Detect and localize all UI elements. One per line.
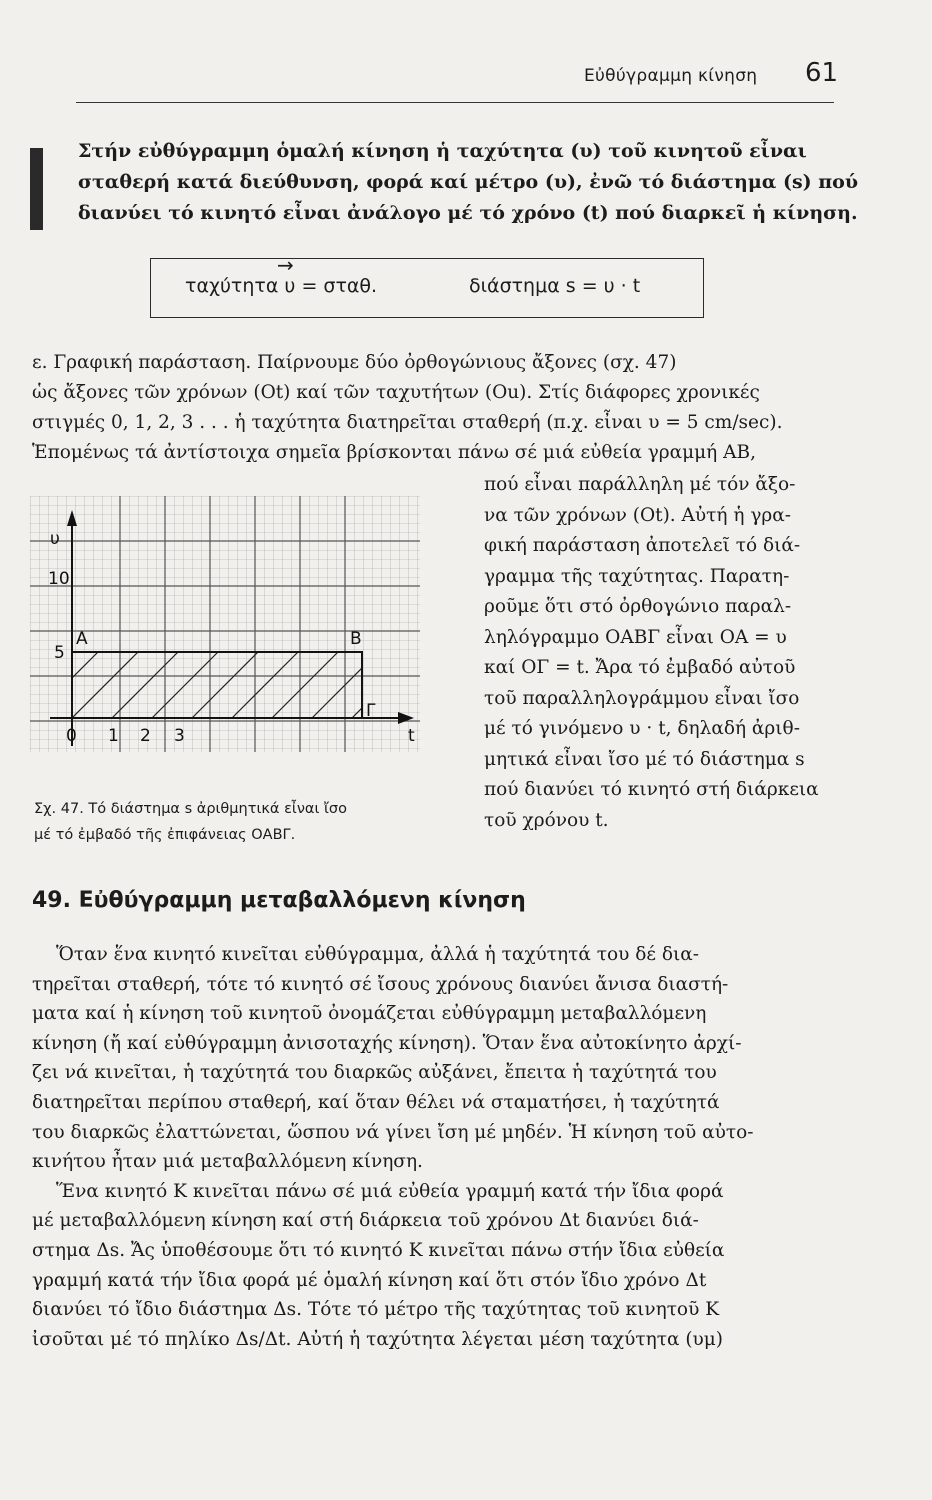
vector-arrow-icon: → [277, 253, 294, 277]
x-axis-label: t [408, 726, 415, 746]
text-line: ὡς ἄξονες τῶν χρόνων (Ot) καί τῶν ταχυτήτων (Ou). Στίς διάφορες χρονικές [32, 382, 760, 403]
graph-explanation-column [484, 470, 844, 836]
body-line: μέ μεταβαλλόμενη κίνηση καί στή διάρκεια τοῦ χρόνου Δt διανύει διά- [32, 1210, 699, 1232]
text-line: ροῦμε ὅτι στό ὀρθογώνιο παραλ- [484, 596, 792, 617]
y-tick-10: 10 [48, 569, 70, 589]
body-line: ζει νά κινεῖται, ἡ ταχύτητά του διαρκῶς αὐξάνει, ἔπειτα ἡ ταχύτητά του [32, 1062, 717, 1084]
summary-marker-bar [30, 148, 43, 230]
text-line: τοῦ χρόνου t. [484, 809, 609, 831]
text-line: μέ τό γινόμενο υ · t, δηλαδή ἀριθ- [484, 718, 800, 739]
caption-line: μέ τό ἐμβαδό τῆς ἐπιφάνειας ΟΑΒΓ. [34, 827, 296, 843]
section-heading: 49. Εὐθύγραμμη μεταβαλλόμενη κίνηση [32, 888, 526, 913]
text-line: ε. Γραφική παράσταση. Παίρνουμε δύο ὀρθογώνιους ἄξονες (σχ. 47) [32, 352, 677, 373]
text-line: Ἑπομένως τά ἀντίστοιχα σημεῖα βρίσκονται πάνω σέ μιά εὐθεία γραμμή AB, [32, 442, 756, 463]
running-header: Εὐθύγραμμη κίνηση [584, 66, 758, 86]
formula-box [150, 253, 704, 318]
body-line: κινήτου ἦταν μιά μεταβαλλόμενη κίνηση. [32, 1151, 423, 1173]
page-number: 61 [805, 58, 839, 88]
summary-line: διανύει τό κινητό εἶναι ἀνάλογο μέ τό χρόνο (t) πού διαρκεῖ ἡ κίνηση. [78, 202, 858, 224]
graph-section-text [32, 348, 838, 468]
body-line: ματα καί ἡ κίνηση τοῦ κινητοῦ ὀνομάζεται εὐθύγραμμη μεταβαλλόμενη [32, 1003, 707, 1025]
y-axis-label: υ [50, 529, 60, 549]
text-line: ληλόγραμμο ΟΑΒΓ εἶναι ΟΑ = υ [484, 626, 787, 648]
text-line: πού εἶναι παράλληλη μέ τόν ἄξο- [484, 474, 796, 495]
x-tick-0: 0 [66, 726, 77, 746]
body-line: διατηρεῖται περίπου σταθερή, καί ὅταν θέλει νά σταματήσει, ἡ ταχύτητά [32, 1091, 720, 1113]
body-line: διανύει τό ἴδιο διάστημα Δs. Τότε τό μέτρο τῆς ταχύτητας τοῦ κινητοῦ Κ [32, 1299, 720, 1321]
header-divider [76, 102, 834, 103]
text-line: να τῶν χρόνων (Ot). Αὐτή ἡ γρα- [484, 504, 791, 526]
text-line: φική παράσταση ἀποτελεῖ τό διά- [484, 535, 801, 556]
y-tick-5: 5 [54, 643, 65, 663]
body-line: στημα Δs. Ἄς ὑποθέσουμε ὅτι τό κινητό Κ κινεῖται πάνω στήν ἴδια εὐθεία [32, 1239, 725, 1261]
point-B-label: B [350, 629, 362, 649]
point-G-label: Γ [366, 701, 376, 721]
text-line: μητικά εἶναι ἴσο μέ τό διάστημα s [484, 748, 805, 770]
text-line: καί ΟΓ = t. Ἄρα τό ἐμβαδό αὐτοῦ [484, 657, 796, 678]
body-line: κίνηση (ἤ καί εὐθύγραμμη ἀνισοταχής κίνηση). Ὅταν ἕνα αὐτοκίνητο ἀρχί- [32, 1032, 742, 1054]
summary-line: Στήν εὐθύγραμμη ὁμαλή κίνηση ἡ ταχύτητα (υ) τοῦ κινητοῦ εἶναι [78, 140, 807, 162]
x-tick-1: 1 [108, 726, 119, 746]
body-line: Ἕνα κινητό Κ κινεῖται πάνω σέ μιά εὐθεία γραμμή κατά τήν ἴδια φορά [56, 1180, 724, 1202]
figure-caption [34, 796, 464, 848]
x-tick-3: 3 [174, 726, 185, 746]
velocity-formula: ταχύτητα υ = σταθ. [185, 275, 378, 297]
text-line: στιγμές 0, 1, 2, 3 . . . ἡ ταχύτητα διατηρεῖται σταθερή (π.χ. εἶναι υ = 5 cm/sec). [32, 412, 783, 433]
body-line: του διαρκῶς ἐλαττώνεται, ὥσπου νά γίνει ἴση μέ μηδέν. Ἡ κίνηση τοῦ αὐτο- [32, 1121, 754, 1143]
section-body [32, 940, 844, 1354]
body-line: Ὅταν ἕνα κινητό κινεῖται εὐθύγραμμα, ἀλλά ἡ ταχύτητά του δέ δια- [56, 944, 699, 965]
body-line: τηρεῖται σταθερή, τότε τό κινητό σέ ἴσους χρόνους διανύει ἄνισα διαστή- [32, 973, 729, 995]
caption-line: Σχ. 47. Τό διάστημα s ἀριθμητικά εἶναι ἴσο [34, 801, 347, 817]
point-A-label: A [76, 629, 88, 649]
body-line: γραμμή κατά τήν ἴδια φορά μέ ὁμαλή κίνηση καί ὅτι στόν ἴδιο χρόνο Δt [32, 1269, 707, 1291]
body-line: ἰσοῦται μέ τό πηλίκο Δs/Δt. Αὐτή ἡ ταχύτητα λέγεται μέση ταχύτητα (υμ) [32, 1328, 724, 1350]
summary-line: σταθερή κατά διεύθυνση, φορά καί μέτρο (υ), ἐνῶ τό διάστημα (s) πού [78, 171, 859, 193]
velocity-graph-figure [30, 496, 430, 752]
text-line: τοῦ παραλληλογράμμου εἶναι ἴσο [484, 687, 800, 709]
distance-formula: διάστημα s = υ · t [469, 275, 641, 297]
summary-paragraph [78, 136, 859, 229]
x-tick-2: 2 [140, 726, 151, 746]
text-line: γραμμα τῆς ταχύτητας. Παρατη- [484, 565, 790, 587]
text-line: πού διανύει τό κινητό στή διάρκεια [484, 779, 819, 800]
